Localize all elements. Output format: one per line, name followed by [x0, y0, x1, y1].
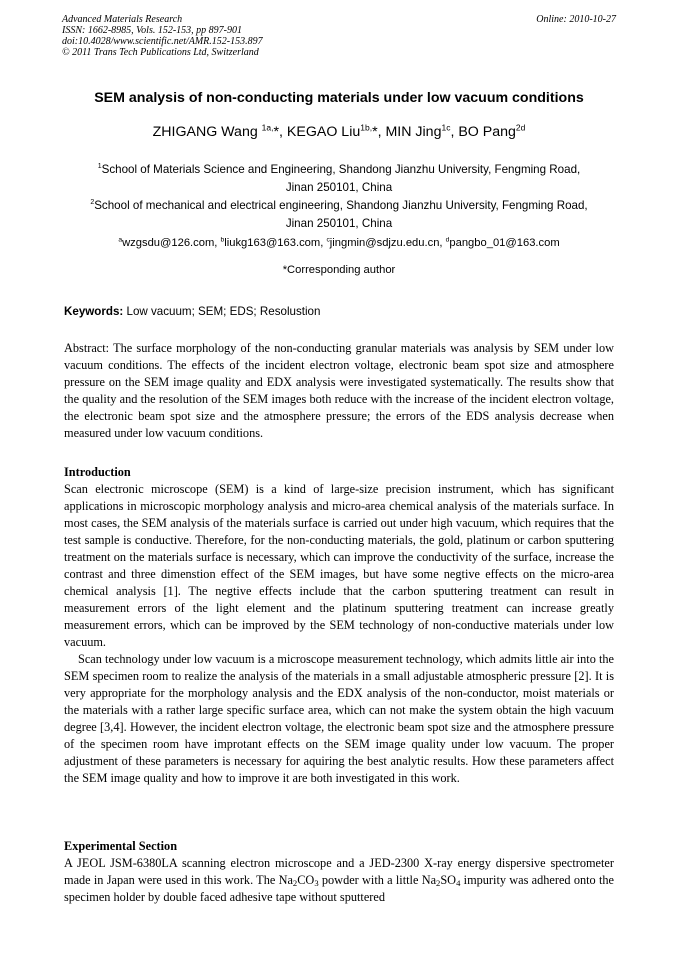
affiliation-line: Jinan 250101, China	[285, 216, 393, 230]
author-separator: *,	[372, 124, 386, 140]
text-run: powder with a little	[318, 873, 422, 887]
section-heading: Introduction	[64, 465, 131, 479]
issn-line: ISSN: 1662-8985, Vols. 152-153, pp 897-901	[62, 25, 242, 36]
email-address: wzgsdu@126.com,	[122, 237, 221, 249]
abstract-text: Abstract: The surface morphology of the non-conducting granular materials was analysis by SEM under low vacuum conditions. The effects of the incident electron voltage, electronic beam spot size and atmosphere pressure on the SEM image quality and EDX analysis were investigated systematically. The results show that the quality and the resolution of the SEM images both reduce with the increase of the incident electron voltage, the electronic beam spot size and the atmosphere pressure; the errors of the EDS analysis decrease when measured under low vacuum conditions.	[64, 341, 614, 440]
running-header	[62, 14, 616, 58]
formula-part: CO	[297, 873, 315, 887]
author-affil-mark: 1c	[441, 122, 451, 133]
paragraph: Scan electronic microscope (SEM) is a kind of large-size precision instrument, which has significant applications in microscopic morphology analysis and micro-area chemical analysis of the materials surface. In most cases, the SEM analysis of the materials surface is carried out under high vacuum, which requires that the test sample is conductive. Therefore, for the non-conducting materials, the gold, platinum or carbon sputtering treatment on the materials surface is necessary, which can improve the conductivity of the surface, increase the contrast and three dimenstion effect of the SEM images, but have some negtive effects on the micro-area chemical analysis [1]. The negtive effects include that the carbon sputtering treatment can result in measurement errors of the light element and the platinum sputtering treatment can increase greatly measurement errors, which can be improved by the SEM technology of non-conductive materials under low vacuum.	[64, 482, 614, 649]
author-affil-mark: 1b,	[360, 122, 373, 133]
keywords-text: Low vacuum; SEM; EDS; Resolustion	[123, 305, 321, 318]
author-name: MIN Jing	[385, 124, 442, 140]
affiliation-line: School of mechanical and electrical engineering, Shandong Jianzhu University, Fengming Road,	[94, 199, 588, 212]
formula-part: Na	[421, 873, 437, 887]
section-heading: Experimental Section	[64, 839, 178, 853]
doi-line: doi:10.4028/www.scientific.net/AMR.152-153.897	[62, 36, 263, 47]
affiliation-mark: 2	[90, 199, 95, 207]
email-address: jingmin@sdjzu.edu.cn,	[329, 237, 446, 249]
affiliation-2	[62, 197, 616, 232]
text-run: A JEOL JSM-6380LA scanning electron microscope and a JED-2300 X-ray energy dispersive spectrometer made in Japan were used in this work. The	[64, 856, 614, 887]
formula-part: SO	[440, 873, 457, 887]
paragraph	[64, 855, 614, 906]
author-affil-mark: 1a,	[261, 122, 274, 133]
email-list	[62, 237, 616, 249]
paper-title: SEM analysis of non-conducting materials under low vacuum conditions	[94, 90, 584, 106]
email-mark: a	[118, 236, 123, 244]
email-mark: b	[220, 236, 225, 244]
formula-subscript: 4	[456, 878, 461, 889]
introduction-section	[64, 464, 614, 787]
formula-subscript: 3	[314, 878, 319, 889]
text-run: impurity was adhered onto the specimen holder by double faced adhesive tape without sputtered	[64, 873, 614, 904]
email-address: pangbo_01@163.com	[449, 237, 560, 249]
abstract	[64, 340, 614, 442]
author-name: ZHIGANG Wang	[152, 124, 262, 140]
paragraph: Scan technology under low vacuum is a microscope measurement technology, which admits little air into the SEM specimen room to realize the analysis of the materials in a small adjustable atmospheric pressure [2]. It is very appropriate for the morphology analysis and the EDX analysis of the non-conductor, moist materials or the materials with a rather large specific surface area, which can not make the system obtain the high vacuum degree [3,4]. However, the incident electron voltage, the electronic beam spot size and the atmosphere pressure of the specimen room have improtant effects on the SEM image quality under low vacuum. The proper adjustment of these parameters is necessary for aquiring the best analytic results. How these parameters affect the SEM image quality and how to improve it are both investigated in this work.	[64, 652, 614, 785]
formula-subscript: 2	[292, 878, 298, 889]
author-separator: ,	[450, 124, 459, 140]
online-date: Online: 2010-10-27	[536, 14, 616, 25]
chem-formula	[279, 873, 319, 887]
chem-formula	[422, 873, 461, 887]
experimental-section	[64, 838, 614, 906]
author-affil-mark: 2d	[515, 122, 526, 133]
journal-name: Advanced Materials Research	[62, 14, 183, 25]
affiliation-mark: 1	[97, 163, 102, 171]
copyright-line: © 2011 Trans Tech Publications Ltd, Switzerland	[62, 47, 259, 58]
formula-part: Na	[278, 873, 293, 887]
formula-subscript: 2	[436, 878, 441, 889]
keywords-label: Keywords:	[64, 305, 124, 318]
affiliation-line: Jinan 250101, China	[285, 180, 393, 194]
corresponding-author-note: *Corresponding author	[282, 264, 396, 276]
email-mark: d	[445, 236, 450, 244]
affiliation-line: School of Materials Science and Engineering, Shandong Jianzhu University, Fengming Road,	[101, 163, 581, 176]
keywords-line	[64, 305, 616, 318]
author-separator: *,	[273, 124, 287, 140]
author-name: BO Pang	[458, 124, 516, 140]
author-name: KEGAO Liu	[286, 124, 361, 140]
email-address: liukg163@163.com,	[224, 237, 327, 249]
affiliation-1	[62, 161, 616, 196]
author-list	[40, 124, 638, 140]
email-mark: c	[326, 236, 330, 244]
